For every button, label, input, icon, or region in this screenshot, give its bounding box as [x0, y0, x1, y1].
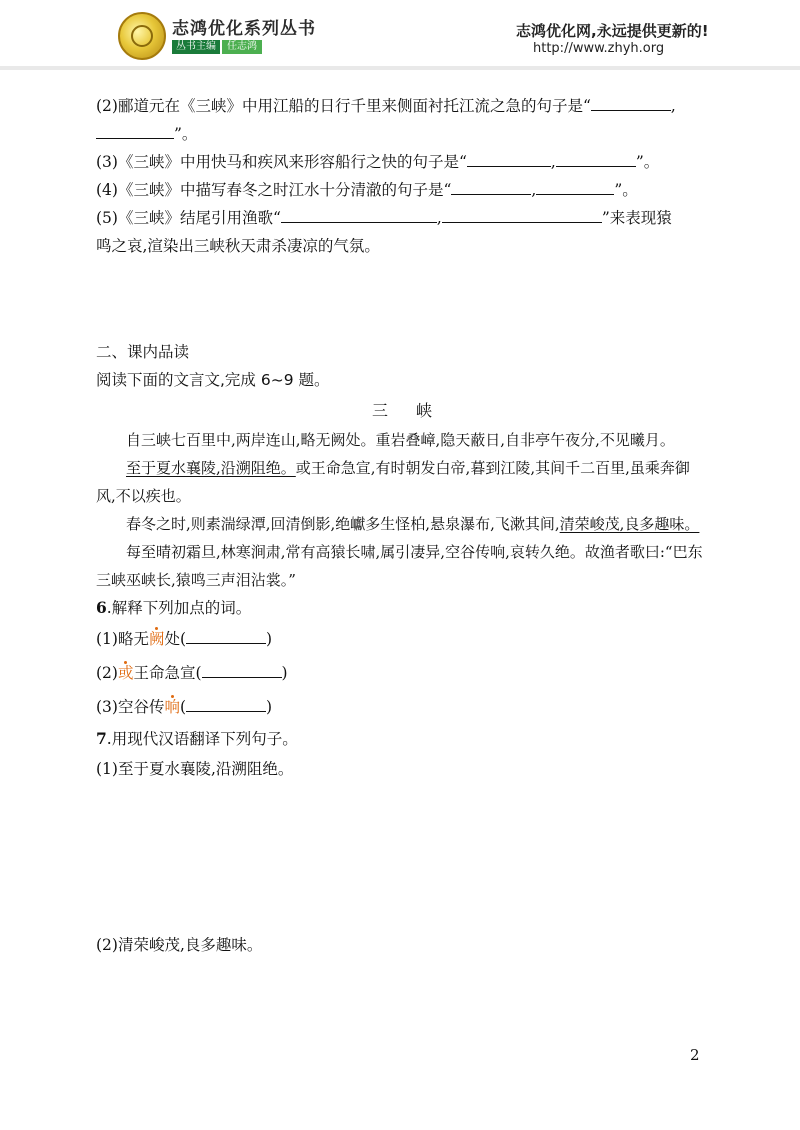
fill-question-2: [96, 92, 708, 120]
item-text: ): [281, 664, 288, 682]
answer-blank[interactable]: [186, 693, 266, 712]
answer-blank[interactable]: [467, 148, 551, 167]
question-number: 6: [96, 598, 107, 617]
passage-paragraph-4: 每至晴初霜旦,林寒涧肃,常有高猿长啸,属引凄异,空谷传响,哀转久绝。故渔者歌曰:“巴东三峡巫峡长,猿鸣三声泪沾裳。”: [96, 543, 703, 589]
question-text: ”。: [174, 125, 198, 143]
item-text: (1)略无: [96, 630, 149, 648]
answer-blank[interactable]: [281, 204, 437, 223]
question-number: 7: [96, 729, 107, 748]
item-text: 王命急宣(: [133, 664, 202, 682]
answer-blank[interactable]: [96, 120, 174, 139]
answer-blank[interactable]: [202, 659, 282, 678]
site-name: 志鸿优化网,永远提供更新的!: [516, 22, 709, 40]
question-text: (5)《三峡》结尾引用渔歌“: [96, 209, 281, 227]
site-url-link[interactable]: http://www.zhyh.org: [533, 41, 665, 56]
item-text: (3)空谷传: [96, 698, 165, 716]
question-text: ”。: [614, 181, 638, 199]
fill-question-3: [96, 148, 708, 176]
passage-paragraph-2: [96, 454, 708, 510]
editor-tag: [172, 40, 262, 54]
series-logo-icon: [118, 12, 166, 60]
question-6-item-2: [96, 656, 708, 690]
question-text: (4)《三峡》中描写春冬之时江水十分清澈的句子是“: [96, 181, 452, 199]
fill-question-5-cont: 鸣之哀,渲染出三峡秋天肃杀凄凉的气氛。: [96, 237, 380, 255]
separator: ,: [531, 181, 537, 199]
passage-title: 三峡: [371, 401, 460, 420]
page-header: [0, 0, 800, 72]
header-divider: [0, 66, 800, 70]
question-text: (2)郦道元在《三峡》中用江船的日行千里来侧面衬托江流之急的句子是“: [96, 97, 591, 115]
dotted-word: 响: [164, 698, 180, 716]
passage-text: 或王命急宣,有时朝发白帝,暮到江陵,其间千二百里,虽乘奔御风,不以疾也。: [96, 459, 690, 505]
passage-paragraph-1: 自三峡七百里中,两岸连山,略无阙处。重岩叠嶂,隐天蔽日,自非亭午夜分,不见曦月。: [126, 431, 675, 449]
question-text: (3)《三峡》中用快马和疾风来形容船行之快的句子是“: [96, 153, 467, 171]
answer-blank[interactable]: [536, 176, 614, 195]
passage-paragraph-3: [96, 510, 708, 538]
question-7-stem: [96, 724, 708, 754]
answer-blank[interactable]: [556, 148, 636, 167]
answer-blank[interactable]: [442, 204, 602, 223]
page-content: [96, 92, 708, 960]
section-instruction: 阅读下面的文言文,完成 6~9 题。: [96, 371, 330, 389]
separator: ,: [670, 97, 676, 115]
question-6-item-1: [96, 622, 708, 656]
answer-blank[interactable]: [186, 625, 266, 644]
section-title: 二、课内品读: [96, 343, 190, 361]
underlined-sentence: 清荣峻茂,良多趣味。: [559, 515, 700, 533]
fill-question-2-cont: [96, 120, 708, 148]
answer-blank[interactable]: [591, 92, 671, 111]
question-text: .用现代汉语翻译下列句子。: [106, 730, 298, 748]
answer-blank[interactable]: [451, 176, 531, 195]
question-text: ”来表现猿: [601, 209, 672, 227]
page-number: 2: [690, 1046, 700, 1064]
question-7-sentence-1: (1)至于夏水襄陵,沿溯阻绝。: [96, 760, 294, 778]
question-7-sentence-2: (2)清荣峻茂,良多趣味。: [96, 936, 263, 954]
question-text: .解释下列加点的词。: [106, 599, 252, 617]
answer-space[interactable]: [96, 784, 708, 930]
item-text: ): [266, 698, 273, 716]
item-text: (2): [96, 664, 118, 682]
item-text: ): [266, 630, 273, 648]
question-6-item-3: [96, 690, 708, 724]
separator: ,: [436, 209, 442, 227]
editor-name: 任志鸿: [222, 40, 262, 54]
editor-label: 丛书主编: [172, 40, 220, 54]
fill-question-5: [96, 204, 708, 232]
dotted-word: 阙: [148, 630, 165, 648]
spacer: [96, 260, 708, 338]
dotted-word: 或: [117, 664, 134, 682]
question-text: ”。: [635, 153, 660, 171]
fill-question-4: [96, 176, 708, 204]
item-text: (: [179, 698, 187, 716]
series-title: 志鸿优化系列丛书: [172, 19, 316, 39]
separator: ,: [550, 153, 556, 171]
passage-text: 春冬之时,则素湍绿潭,回清倒影,绝巘多生怪柏,悬泉瀑布,飞漱其间,: [126, 515, 560, 533]
item-text: 处(: [164, 630, 187, 648]
underlined-sentence: 至于夏水襄陵,沿溯阻绝。: [126, 459, 296, 477]
question-6-stem: [96, 594, 708, 622]
